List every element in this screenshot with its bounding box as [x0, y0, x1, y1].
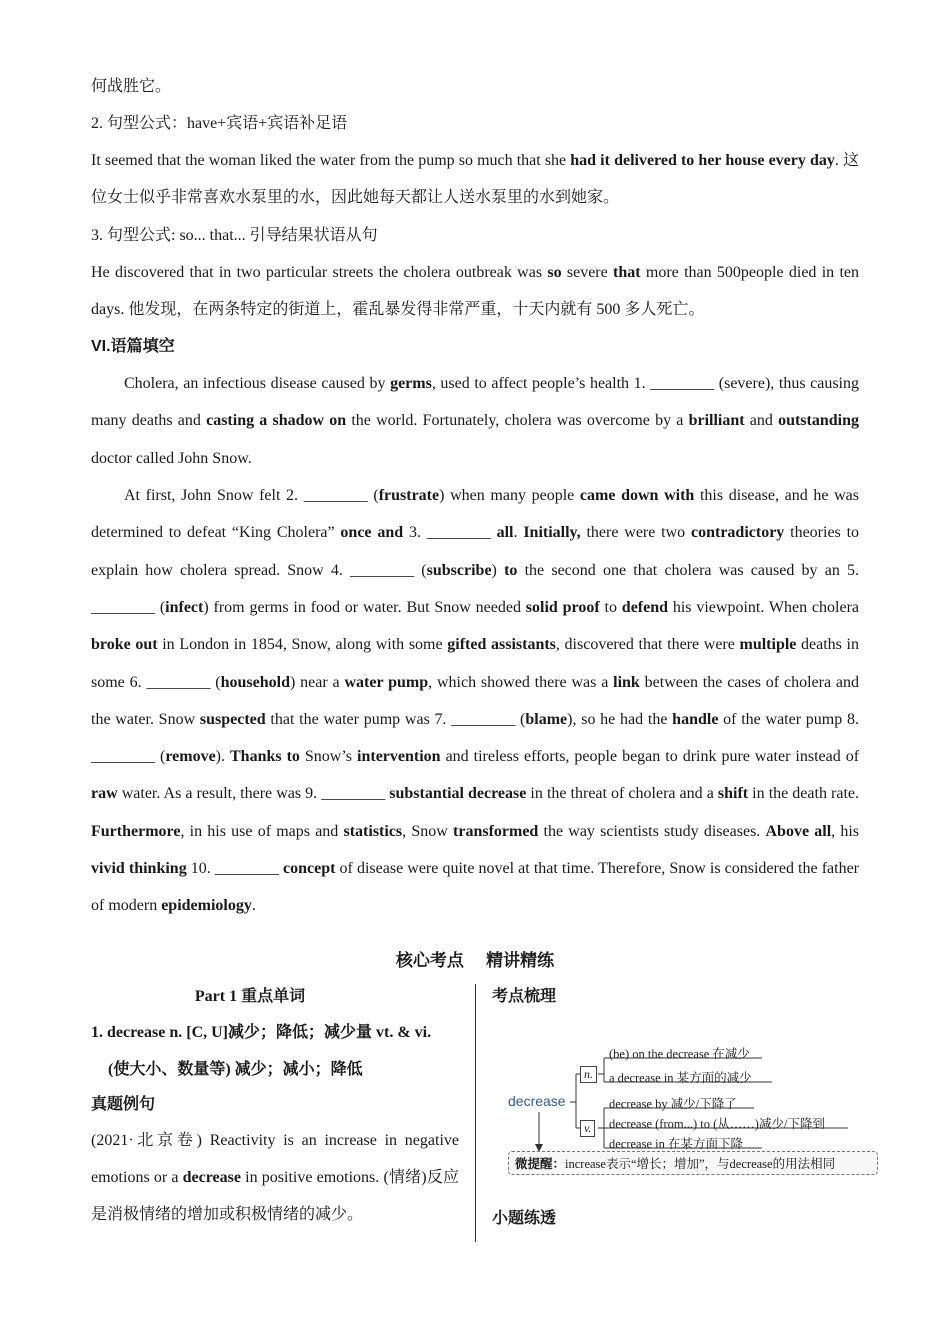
text-segment: ) when many people	[439, 487, 580, 505]
example-head: 真题例句	[91, 1096, 156, 1113]
text-segment: Snow’s	[299, 748, 358, 766]
bold-term: Above all	[765, 822, 832, 840]
bold-term: link	[613, 673, 640, 691]
bold-term: Thanks to	[230, 748, 300, 766]
bold-term: remove	[165, 748, 216, 766]
text-segment: ) near a	[290, 673, 345, 691]
noun-tag: n.	[580, 1066, 597, 1083]
verb-usage-1: decrease by 减少/下降了	[609, 1097, 737, 1111]
tip-label: 微提醒：	[515, 1157, 566, 1171]
bold-term: solid proof	[525, 598, 600, 616]
bold-term: casting a shadow on	[206, 412, 347, 430]
text-segment: his viewpoint. When cholera	[668, 598, 859, 616]
diagram-head: 考点梳理	[492, 988, 557, 1005]
text-segment: to	[599, 598, 622, 616]
bold-term: suspected	[199, 710, 266, 728]
noun-usage-1: (be) on the decrease 在减少	[609, 1047, 750, 1061]
text-segment: theories to explain how cholera spread. Snow 4. ________ (	[91, 524, 860, 579]
bold-term: brilliant	[688, 412, 745, 430]
text-segment: .	[513, 524, 524, 542]
bold-term: statistics	[343, 822, 403, 840]
left-column	[91, 984, 459, 1233]
pattern-2-example: It seemed that the woman liked the water from the pump so much that she had it delivered to her house every day. 这位女士似乎非常喜欢水泵里的水，因此她每天都让人送水泵里的水到她家。	[91, 152, 859, 207]
example-sentence: (2021·北京卷) Reactivity is an increase in negative emotions or a decrease in positive emotions. (情绪)反应是消极情绪的增加或积极情绪的减少。	[91, 1132, 459, 1223]
text-segment: and	[744, 412, 779, 430]
bold-term: concept	[283, 860, 336, 878]
bold-term: infect	[165, 598, 204, 616]
bold-term: water pump	[344, 673, 429, 691]
text-segment: , discovered that there were	[555, 636, 740, 654]
column-divider	[475, 984, 476, 1242]
text-segment: between the cases of cholera and the water. Snow	[91, 673, 859, 728]
verb-usage-2: decrease (from...) to (从……)减少/下降到	[609, 1117, 825, 1131]
bold-term: defend	[621, 598, 669, 616]
text-segment: ).	[215, 748, 230, 766]
cloze-paragraph-1	[91, 365, 859, 477]
text-segment: , which showed there was a	[428, 673, 614, 691]
bold-term: contradictory	[691, 524, 785, 542]
tip-text: increase表示“增长；增加”，与decrease的用法相同	[565, 1157, 836, 1171]
text-segment: deaths in some 6. ________ (	[91, 636, 860, 691]
tip-box	[508, 1151, 878, 1175]
text-segment: , Snow	[402, 822, 454, 840]
bold-term: frustrate	[378, 487, 440, 505]
text-segment: of the water pump 8. ________ (	[91, 710, 859, 766]
practice-head: 小题练透	[492, 1210, 557, 1227]
bold-term: to	[504, 561, 518, 579]
text-segment: ) from germs in food or water. But Snow needed	[203, 598, 526, 616]
entry-line-1: 1. decrease n. [C, U]减少；降低；减少量 vt. & vi.	[91, 1024, 432, 1041]
text-segment: the way scientists study diseases.	[538, 822, 766, 840]
verb-usage-3: decrease in 在某方面下降	[609, 1137, 743, 1151]
bold-term: Furthermore	[91, 822, 181, 840]
text-segment: Cholera, an infectious disease caused by	[124, 375, 391, 393]
text-segment: At first, John Snow felt 2. ________ (	[124, 487, 379, 505]
text-segment: and tireless efforts, people began to drink pure water instead of	[440, 748, 860, 766]
bold-term: vivid thinking	[91, 860, 187, 878]
text-segment: 3. ________	[403, 524, 497, 542]
text-segment: 10. ________	[186, 860, 283, 878]
intro-line: 何战胜它。	[91, 78, 172, 95]
part-title: Part 1 重点单词	[194, 988, 306, 1005]
noun-usage-2: a decrease in 某方面的减少	[609, 1071, 752, 1085]
cloze-title: VI.语篇填空	[91, 338, 175, 356]
text-segment: the world. Fortunately, cholera was overcome by a	[346, 412, 689, 430]
bold-term: broke out	[91, 636, 158, 654]
text-segment: water. As a result, there was 9. ________	[117, 785, 390, 803]
text-segment: .	[251, 897, 256, 915]
text-segment: in London in 1854, Snow, along with some	[157, 636, 448, 654]
entry-line-2: (使大小、数量等) 减少；减小；降低	[108, 1061, 363, 1078]
text-segment: doctor called John Snow.	[91, 449, 252, 467]
text-segment: in the death rate.	[748, 785, 859, 803]
bold-term: subscribe	[426, 561, 492, 579]
bold-term: blame	[525, 710, 568, 728]
text-segment: that the water pump was 7. ________ (	[265, 710, 526, 728]
bold-term: epidemiology	[161, 897, 252, 915]
bold-term: came down with	[579, 487, 695, 505]
verb-tag: v.	[580, 1120, 595, 1137]
pattern-3-example: He discovered that in two particular streets the cholera outbreak was so severe that more than 500people died in ten days. 他发现，在两条特定的街道上，霍乱暴发得非常严重，十天内就有 500 多人死亡。	[91, 263, 860, 318]
bold-term: gifted assistants	[447, 636, 556, 654]
bold-term: household	[220, 673, 290, 691]
text-segment: of disease were quite novel at that time. Therefore, Snow is considered the father of modern	[91, 860, 859, 915]
bold-term: substantial decrease	[389, 785, 527, 803]
right-column	[492, 984, 872, 1186]
intro-section	[91, 72, 859, 925]
text-segment: , used to affect people’s health 1. ________ (severe), thus causing many deaths and	[91, 375, 859, 430]
bold-term: raw	[91, 785, 118, 803]
bold-term: all	[496, 524, 514, 542]
text-segment: , in his use of maps and	[180, 822, 344, 840]
bold-term: germs	[390, 375, 432, 393]
bold-term: once and	[340, 524, 404, 542]
text-segment: this disease, and he was determined to defeat “King Cholera”	[91, 487, 860, 542]
text-segment: )	[491, 561, 505, 579]
core-section-title: 核心考点 精讲精练	[395, 951, 555, 970]
text-segment: there were two	[580, 524, 691, 542]
bold-term: Initially,	[523, 524, 581, 542]
pattern-3-title: 3. 句型公式: so... that... 引导结果状语从句	[91, 226, 378, 244]
bold-term: outstanding	[778, 412, 859, 430]
pattern-2-bold: had it delivered to her house every day	[570, 152, 835, 169]
bold-term: multiple	[739, 636, 797, 654]
bold-term: shift	[717, 785, 749, 803]
bold-term: transformed	[453, 822, 539, 840]
text-segment: in the threat of cholera and a	[526, 785, 718, 803]
pattern-2-title: 2. 句型公式：have+宾语+宾语补足语	[91, 115, 348, 132]
text-segment: , his	[831, 822, 860, 840]
text-segment: the second one that cholera was caused by an 5. ________ (	[91, 561, 860, 616]
cloze-paragraph-2	[91, 477, 859, 925]
diagram-word: decrease	[508, 1093, 566, 1109]
word-entry-decrease	[91, 1014, 459, 1088]
text-segment: ), so he had the	[567, 710, 673, 728]
decrease-diagram	[492, 1016, 872, 1186]
bold-term: intervention	[357, 748, 441, 766]
bold-term: handle	[672, 710, 719, 728]
